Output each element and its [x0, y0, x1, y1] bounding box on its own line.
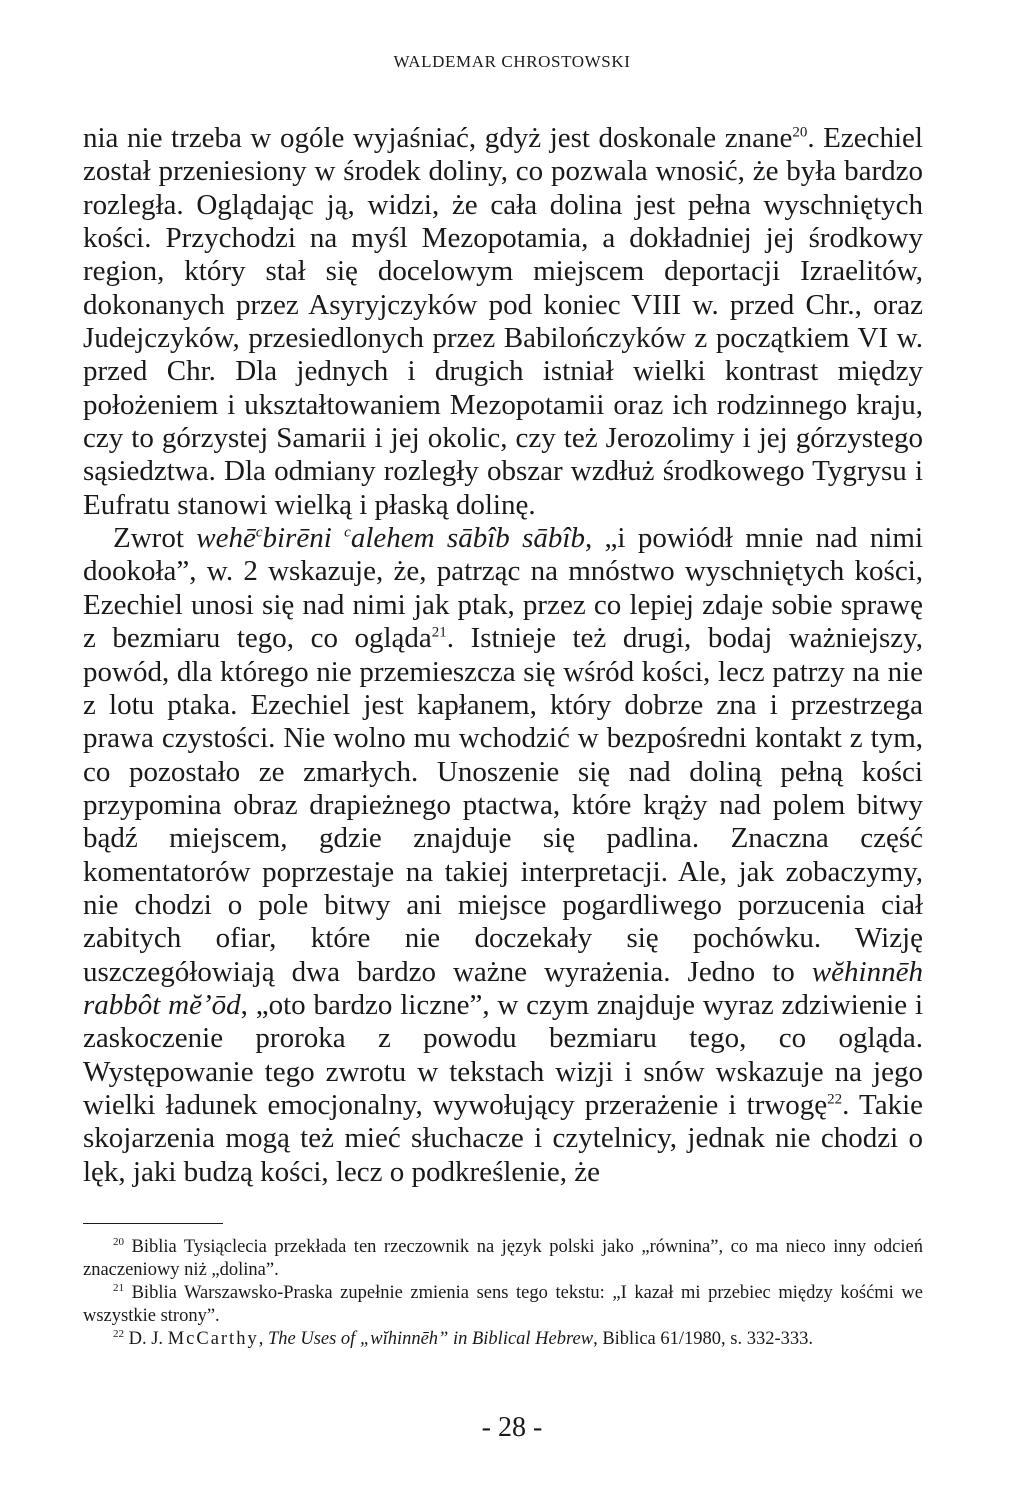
footnote-21-mark: 21: [113, 1281, 124, 1294]
paragraph-2-text-a: Zwrot: [113, 522, 197, 555]
footnote-20-mark: 20: [113, 1235, 124, 1248]
paragraph-1: [83, 122, 923, 522]
hebrew-phrase-2: wĕhinnēh rabbôt mĕ’ōd: [83, 955, 923, 1021]
footnote-ref-22[interactable]: 22: [827, 1091, 843, 1108]
page-number: - 28 -: [481, 1412, 543, 1443]
footnote-20-text: Biblia Tysiąclecia przekłada ten rzeczownik na język polski jako „równina”, co ma nieco inny odcień znaczeniowy niż „dolina”.: [83, 1237, 923, 1280]
paragraph-1-text-a: nia nie trzeba w ogóle wyjaśniać, gdyż jest doskonale znane: [83, 122, 793, 154]
footnote-22-rest: , Biblica 61/1980, s. 332-333.: [593, 1329, 814, 1349]
hebrew-phrase-1-part-b: birēni: [262, 522, 345, 555]
paragraph-2-text-b: , „i powiódł mnie nad nimi dookoła”, w. 2 wskazuje, że, patrząc na mnóstwo wyschniętych kości, Ezechiel unosi się nad nimi jak ptak, przez co lepiej zdaje sobie sprawę z bezmiaru tego, co ogląda: [83, 522, 923, 655]
hebrew-phrase-1-part-c: alehem sābîb sābîb: [350, 522, 585, 555]
footnote-22-author-surname: McCarthy: [167, 1329, 259, 1349]
footnote-22: [83, 1328, 923, 1351]
main-text: [83, 122, 923, 1189]
hebrew-phrase-1: [196, 522, 585, 554]
footnote-divider: [83, 1223, 223, 1224]
footnote-ref-20[interactable]: 20: [792, 124, 808, 141]
hebrew-phrase-1-ayin-a: c: [255, 524, 263, 541]
paragraph-1-text-b: . Ezechiel został przeniesiony w środek doliny, co pozwala wnosić, że była bardzo rozległa. Oglądając ją, widzi, że cała dolina jest pełna wyschniętych kości. Przychodzi na myśl Mezopotamia, a dokładniej jej środkowy region, który stał się docelowym miejscem deportacji Izraelitów, dokonanych przez Asyryjczyków pod koniec VIII w. przed Chr., oraz Judejczyków, przesiedlonych przez Babilończyków z początkiem VI w. przed Chr. Dla jednych i drugich istniał wielki kontrast między położeniem i ukształtowaniem Mezopotamii oraz ich rodzinnego kraju, czy to górzystej Samarii i jej okolic, czy też Jerozolimy i jej górzystego sąsiedztwa. Dla odmiany rozległy obszar wzdłuż środkowego Tygrysu i Eufratu stanowi wielką i płaską dolinę.: [83, 122, 923, 521]
footnote-21-text: Biblia Warszawsko-Praska zupełnie zmienia sens tego tekstu: „I kazał mi przebiec między kośćmi we wszystkie strony”.: [83, 1283, 923, 1326]
paragraph-2-text-c: . Istnieje też drugi, bodaj ważniejszy, powód, dla którego nie przemieszcza się wśród kości, lecz patrzy na nie z lotu ptaka. Ezechiel jest kapłanem, który dobrze zna i przestrzega prawa czystości. Nie wolno mu wchodzić w bezpośredni kontakt z tym, co pozostało ze zmarłych. Unoszenie się nad doliną pełną kości przypomina obraz drapieżnego ptactwa, które krąży nad polem bitwy bądź miejscem, gdzie znajduje się padlina. Znaczna część komentatorów poprzestaje na takiej interpretacji. Ale, jak zobaczymy, nie chodzi o pole bitwy ani miejsce pogardliwego porzucenia ciał zabitych ofiar, które nie doczekały się pochówku. Wizję uszczegółowiają dwa bardzo ważne wyrażenia. Jedno to: [83, 622, 924, 988]
hebrew-phrase-1-ayin-b: c: [344, 524, 351, 541]
footnote-21: [83, 1282, 923, 1327]
footnotes: [83, 1236, 923, 1352]
hebrew-phrase-1-part-a: wehē: [196, 522, 256, 555]
running-head: WALDEMAR CHROSTOWSKI: [393, 52, 631, 71]
paragraph-2-text-d: , „oto bardzo liczne”, w czym znajduje wyraz zdziwienie i zaskoczenie proroka z powodu bezmiaru tego, co ogląda. Występowanie tego zwrotu w tekstach wizji i snów wskazuje na jego wielki ładunek emocjonalny, wywołujący przerażenie i trwogę: [83, 988, 923, 1121]
footnote-20: [83, 1236, 923, 1281]
footnote-22-author-initials: D. J.: [124, 1329, 168, 1349]
footnote-22-separator: ,: [258, 1329, 268, 1349]
paragraph-2-text-e: . Takie skojarzenia mogą też mieć słuchacze i czytelnicy, jednak nie chodzi o lęk, jaki budzą kości, lecz o podkreślenie, że: [83, 1088, 924, 1188]
footnote-22-title: The Uses of „wĭhinnēh” in Biblical Hebrew: [267, 1329, 594, 1349]
paragraph-2: [83, 522, 923, 1189]
footnote-ref-21[interactable]: 21: [431, 624, 447, 641]
footnote-22-mark: 22: [113, 1327, 124, 1340]
